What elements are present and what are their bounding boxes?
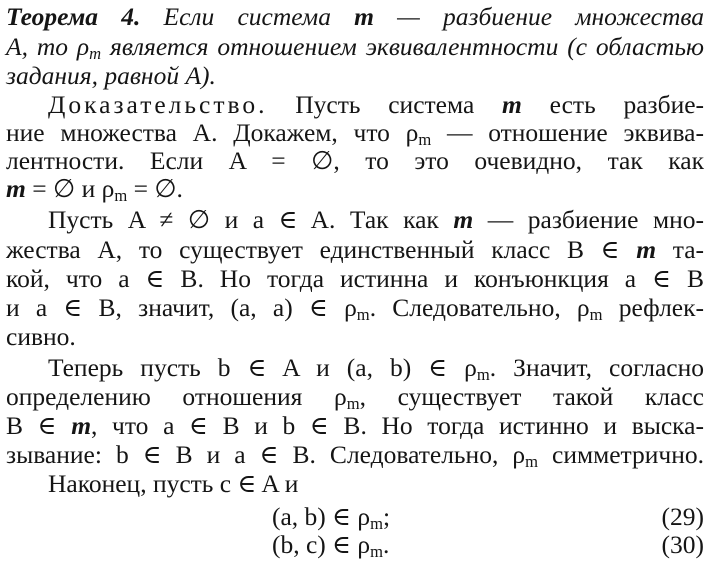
proof-line-4: m = ∅ и $\rho_m$ = ∅. — [6, 174, 183, 205]
proof-label: Доказательство. — [48, 90, 268, 119]
equation-30: (b, c) ∈ $\rho_m$. — [272, 530, 390, 561]
para2-line-1: Пусть A ≠ ∅ и a ∈ A. Так как m — разбиение мно- — [48, 205, 705, 234]
proof-line-1: Доказательство. Пусть система m есть разбие- — [48, 90, 705, 119]
equation-29: (a, b) ∈ $\rho_m$; — [272, 502, 391, 533]
equation-number-30: (30) — [661, 530, 704, 559]
para2-line-5: сивно. — [6, 322, 76, 351]
para2-line-3: кой, что a ∈ B. Но тогда истинна и конъюнкция a ∈ B — [6, 264, 704, 293]
para3-line-5: Наконец, пусть c ∈ A и — [48, 469, 299, 498]
proof-line-2: ние множества A. Докажем, что $\rho_m$ — отношение эквива- — [6, 118, 704, 149]
para2-line-2: жества A, то существует единственный класс B ∈ m та- — [6, 235, 704, 264]
equation-number-29: (29) — [661, 502, 704, 531]
proof-line-3: лентности. Если A = ∅, то это очевидно, так как — [6, 146, 704, 175]
para3-line-1: Теперь пусть b ∈ A и (a, b) ∈ $\rho_m$. Значит, согласно — [48, 353, 704, 384]
theorem-line-2: A, то $\rho_m$ является отношением эквивалентности (с областью — [6, 32, 705, 63]
para3-line-3: B ∈ m, что a ∈ B и b ∈ B. Но тогда истинно и выска- — [6, 411, 704, 440]
theorem-line-3: задания, равной A). — [6, 61, 216, 90]
para3-line-4: зывание: b ∈ B и a ∈ B. Следовательно, $\rho_m$ симметрично. — [6, 440, 705, 471]
theorem-title: Теорема 4. — [6, 2, 141, 31]
para3-line-2: определению отношения $\rho_m$, существует такой класс — [6, 382, 704, 413]
theorem-line-1: Теорема 4. Если система m — разбиение множества — [6, 2, 705, 31]
para2-line-4: и a ∈ B, значит, (a, a) ∈ $\rho_m$. Следовательно, $\rho_m$ рефлек- — [6, 293, 704, 324]
